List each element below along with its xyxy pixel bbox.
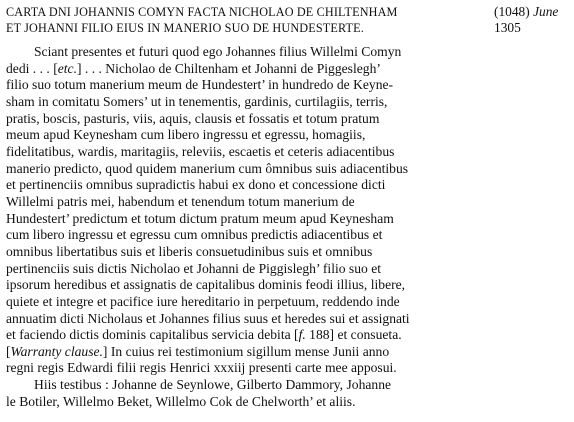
text-line <box>6 144 566 161</box>
text-segment: regni regis Edwardi filii regis Henrici xxxiij presenti carte mee apposui. <box>6 360 397 376</box>
heading-line-1: CARTA DNI JOHANNIS COMYN FACTA NICHOLAO DE CHILTENHAM <box>6 5 398 19</box>
text-line <box>6 111 566 128</box>
text-segment: Sciant presentes et futuri quod ego Johannes filius Willelmi Comyn <box>34 44 402 59</box>
italic-text: Warranty clause. <box>10 343 103 359</box>
text-line <box>6 244 566 261</box>
text-segment: ] . . . Nicholao de Chiltenham et Johanni de Piggeslegh’ <box>76 60 381 76</box>
text-segment: et faciendo dictis dominis capitalibus servicia debita [ <box>6 327 299 343</box>
text-line <box>6 94 566 111</box>
text-line <box>6 161 566 178</box>
text-segment: ipsorum heredibus et assignatis de capitalibus dominis feodi illius, libere, <box>6 277 406 293</box>
charter-body <box>6 44 566 410</box>
text-line <box>6 44 566 61</box>
text-segment: le Botiler, Willelmo Beket, Willelmo Cok de Chelworth’ et aliis. <box>6 393 356 409</box>
text-segment: omnibus libertatibus suis et liberis consuetudinibus suis et omnibus <box>6 243 373 259</box>
text-line <box>6 360 566 377</box>
text-line <box>6 327 566 344</box>
text-line <box>6 61 566 78</box>
text-line <box>6 261 566 278</box>
text-segment: manerio predicto, quod quidem manerium cum ômnibus suis adiacentibus <box>6 160 409 176</box>
text-segment: meum apud Keynesham cum libero ingressu et egressu, homagiis, <box>6 127 366 143</box>
text-segment: quiete et integre et pacifice iure hereditario in perpetuum, reddendo inde <box>6 293 400 309</box>
text-line <box>6 294 566 311</box>
text-segment: 188] et consueta. <box>305 327 402 343</box>
text-segment: pratis, boscis, pasturis, viis, aquis, clausis et fossatis et totum pratum <box>6 110 380 126</box>
text-line <box>6 127 566 144</box>
text-segment: Willelmi patris mei, habendum et tenendum totum manerium de <box>6 193 355 209</box>
text-line <box>6 344 566 361</box>
text-segment: annuatim dicti Nicholaus et Johannes filius suus et heredes sui et assignati <box>6 310 410 326</box>
text-segment: ] In cuius rei testimonium sigillum mense Junii anno <box>102 343 390 359</box>
text-segment: Hundestert’ predictum et totum dictum pratum meum apud Keynesham <box>6 210 394 226</box>
italic-text: etc. <box>57 60 77 76</box>
charter-heading <box>6 4 476 36</box>
charter-month: June <box>533 4 559 19</box>
text-segment: sham in comitatu Somers’ ut in tenementis, gardinis, curtilagiis, terris, <box>6 93 388 109</box>
text-line <box>6 377 566 394</box>
text-line <box>6 311 566 328</box>
italic-text: f. <box>298 327 306 343</box>
text-segment: fidelitatibus, wardis, maritagiis, releviis, escaetis et ceteris adiacentibus <box>6 143 395 159</box>
text-segment: [ <box>6 343 11 359</box>
charter-year: 1305 <box>494 20 521 35</box>
text-line <box>6 177 566 194</box>
text-segment: et pertinenciis omnibus supradictis habui ex dono et concessione dicti <box>6 177 386 193</box>
text-line <box>6 194 566 211</box>
heading-line-2: ET JOHANNI FILIO EIUS IN MANERIO SUO DE HUNDESTERTE. <box>6 21 364 35</box>
text-segment: filio suo totum manerium meum de Hundestert’ in hundredo de Keyne- <box>6 77 394 93</box>
text-segment: dedi . . . [ <box>6 60 58 76</box>
marginal-note <box>494 4 558 36</box>
text-line <box>6 211 566 228</box>
marginal-line-1 <box>494 4 558 20</box>
text-line <box>6 394 566 411</box>
charter-number: (1048) <box>494 4 530 19</box>
text-segment: Hiis testibus : Johanne de Seynlowe, Gilberto Dammory, Johanne <box>34 377 392 393</box>
text-segment: pertinenciis suis dictis Nicholao et Johanni de Piggislegh’ filio suo et <box>6 260 382 276</box>
text-line <box>6 77 566 94</box>
text-line <box>6 227 566 244</box>
text-line <box>6 277 566 294</box>
text-segment: cum libero ingressu et egressu cum omnibus predictis adiacentibus et <box>6 227 383 243</box>
